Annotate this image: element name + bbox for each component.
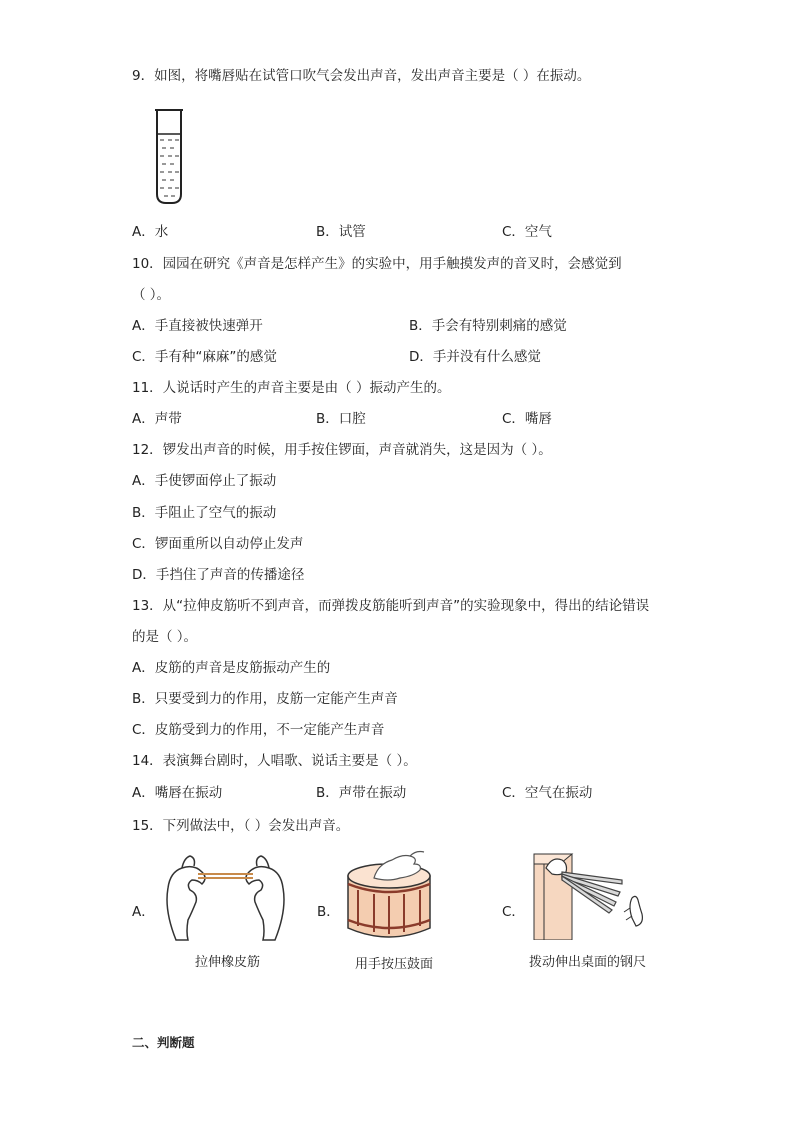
q13-option-c: C．皮筋受到力的作用，不一定能产生声音	[132, 722, 385, 738]
q15-stem: 15．下列做法中，（ ）会发出声音。	[132, 818, 350, 834]
section-2-title: 二、判断题	[132, 1035, 195, 1050]
q14-stem: 14．表演舞台剧时，人唱歌、说话主要是（ ）。	[132, 753, 417, 769]
q14-option-b: B．声带在振动	[316, 785, 407, 801]
q10-option-d: D．手并没有什么感觉	[409, 349, 541, 365]
test-tube-figure	[150, 108, 190, 206]
q11-option-b: B．口腔	[316, 411, 366, 427]
q12-option-d: D．手挡住了声音的传播途径	[132, 567, 305, 583]
q15-option-b: B．	[317, 904, 340, 920]
q11-option-a: A．声带	[132, 411, 182, 427]
q15-caption-c: 拨动伸出桌面的钢尺	[529, 955, 647, 970]
q12-option-b: B．手阻止了空气的振动	[132, 505, 277, 521]
q11-option-c: C．嘴唇	[502, 411, 552, 427]
stretch-rubber-band-image	[158, 850, 293, 945]
q12-option-c: C．锣面重所以自动停止发声	[132, 536, 304, 552]
q13-stem-line2: 的是（ ）。	[132, 629, 198, 645]
q10-option-c: C．手有种“麻麻”的感觉	[132, 349, 277, 365]
q11-stem: 11．人说话时产生的声音主要是由（ ）振动产生的。	[132, 380, 451, 396]
q9-option-b: B．试管	[316, 224, 366, 240]
q9-option-c: C．空气	[502, 224, 552, 240]
q15-option-a: A．	[132, 904, 155, 920]
q13-option-a: A．皮筋的声音是皮筋振动产生的	[132, 660, 331, 676]
q15-option-c: C．	[502, 904, 525, 920]
q10-option-b: B．手会有特别刺痛的感觉	[409, 318, 567, 334]
press-drum-image	[344, 850, 434, 942]
q12-option-a: A．手使锣面停止了振动	[132, 473, 277, 489]
q15-caption-a: 拉伸橡皮筋	[195, 955, 261, 970]
q14-option-c: C．空气在振动	[502, 785, 593, 801]
pluck-ruler-image	[532, 850, 652, 940]
q9-stem: 9．如图，将嘴唇贴在试管口吹气会发出声音，发出声音主要是（ ）在振动。	[132, 68, 591, 84]
q10-option-a: A．手直接被快速弹开	[132, 318, 263, 334]
q9-option-a: A．水	[132, 224, 169, 240]
q13-stem-line1: 13．从“拉伸皮筋听不到声音，而弹拨皮筋能听到声音”的实验现象中，得出的结论错误	[132, 598, 650, 614]
q12-stem: 12．锣发出声音的时候，用手按住锣面，声音就消失，这是因为（ ）。	[132, 442, 552, 458]
q10-stem-line1: 10．园园在研究《声音是怎样产生》的实验中，用手触摸发声的音叉时，会感觉到	[132, 256, 622, 272]
q13-option-b: B．只要受到力的作用，皮筋一定能产生声音	[132, 691, 398, 707]
q14-option-a: A．嘴唇在振动	[132, 785, 223, 801]
q15-caption-b: 用手按压鼓面	[355, 957, 434, 972]
q10-stem-line2: （ ）。	[132, 287, 171, 303]
